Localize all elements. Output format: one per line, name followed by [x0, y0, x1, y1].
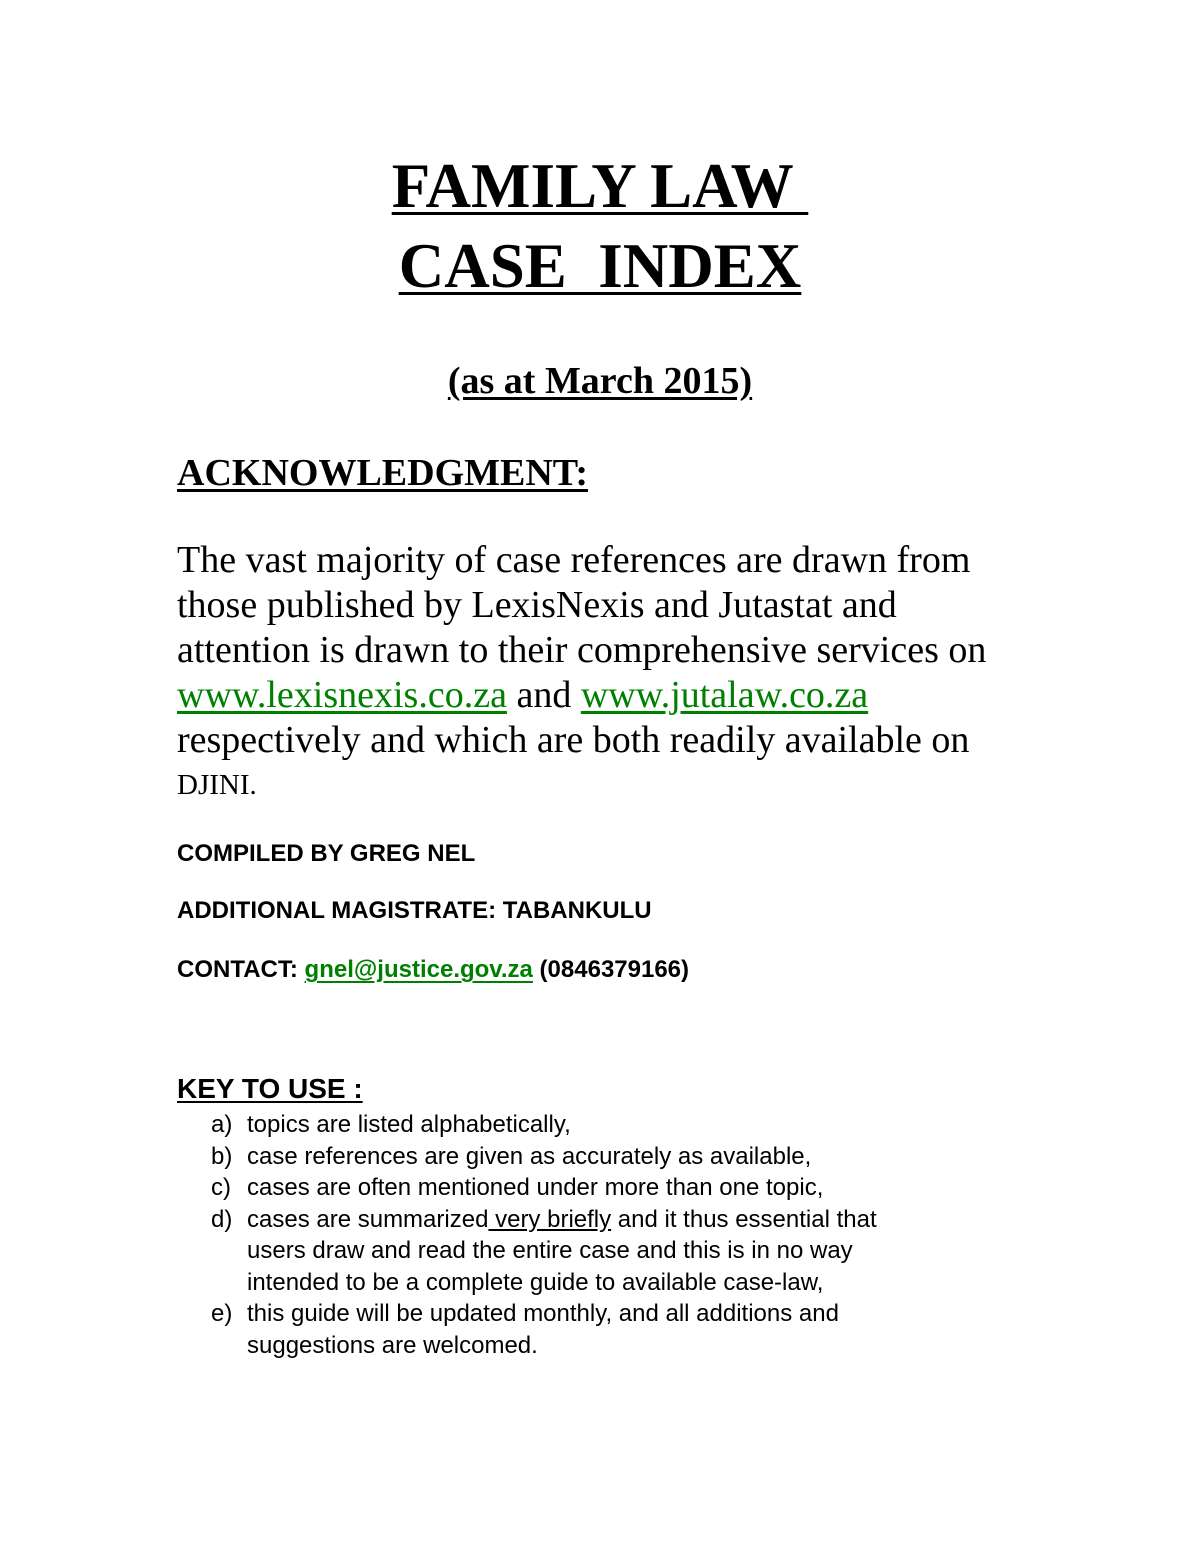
list-marker: b)	[211, 1142, 233, 1170]
document-date-subtitle	[0, 356, 1200, 406]
ack-line-4	[177, 673, 1137, 718]
list-marker: a)	[211, 1111, 233, 1138]
ack-line-5: respectively and which are both readily available on	[177, 719, 970, 761]
contact-phone: (0846379166)	[532, 956, 690, 983]
list-item-line: this guide will be updated monthly, and all additions and	[247, 1300, 839, 1327]
ack-line-3: attention is drawn to their comprehensive services on	[177, 629, 987, 671]
subtitle-text: (as at March 2015)	[447, 360, 753, 402]
list-item	[177, 1298, 997, 1361]
key-list	[177, 1109, 997, 1361]
document-title-line-1	[0, 148, 1200, 224]
list-marker: e)	[211, 1300, 233, 1327]
ack-line-2: those published by LexisNexis and Jutastat and	[177, 584, 897, 626]
list-item-line: intended to be a complete guide to available case-law,	[247, 1268, 824, 1296]
list-item-text: case references are given as accurately as available,	[247, 1142, 812, 1170]
list-item-text: topics are listed alphabetically,	[247, 1111, 571, 1138]
list-item	[177, 1204, 997, 1299]
emphasis-text: very briefly	[488, 1205, 612, 1233]
email-link[interactable]: gnel@justice.gov.za	[304, 956, 533, 983]
ack-line-6: DJINI.	[177, 769, 257, 801]
list-item	[177, 1141, 997, 1173]
list-item-line: users draw and read the entire case and this is in no way	[247, 1237, 853, 1264]
list-marker: d)	[211, 1205, 233, 1233]
acknowledgment-heading: ACKNOWLEDGMENT:	[177, 452, 588, 494]
document-title-line-2	[0, 228, 1200, 304]
key-heading: KEY TO USE :	[177, 1073, 363, 1104]
list-item-text: cases are often mentioned under more than one topic,	[247, 1174, 824, 1201]
ack-line-1: The vast majority of case references are drawn from	[177, 539, 971, 581]
list-item-text: cases are summarized	[247, 1205, 489, 1233]
position-line: ADDITIONAL MAGISTRATE: TABANKULU	[177, 897, 652, 924]
list-item-line: suggestions are welcomed.	[247, 1331, 538, 1359]
title-text-1: FAMILY LAW	[391, 151, 809, 221]
lexisnexis-link[interactable]: www.lexisnexis.co.za	[177, 674, 507, 716]
list-item	[177, 1109, 997, 1141]
title-text-2: CASE INDEX	[398, 231, 802, 301]
link-joiner: and	[506, 674, 581, 716]
list-item	[177, 1172, 997, 1204]
jutalaw-link[interactable]: www.jutalaw.co.za	[580, 674, 869, 716]
list-item-line	[247, 1204, 997, 1236]
list-marker: c)	[211, 1174, 231, 1201]
compiled-by-line: COMPILED BY GREG NEL	[177, 840, 476, 867]
contact-label: CONTACT:	[177, 956, 305, 983]
acknowledgment-paragraph	[177, 538, 1137, 808]
list-item-text: and it thus essential that	[611, 1205, 877, 1233]
contact-line	[177, 955, 689, 985]
